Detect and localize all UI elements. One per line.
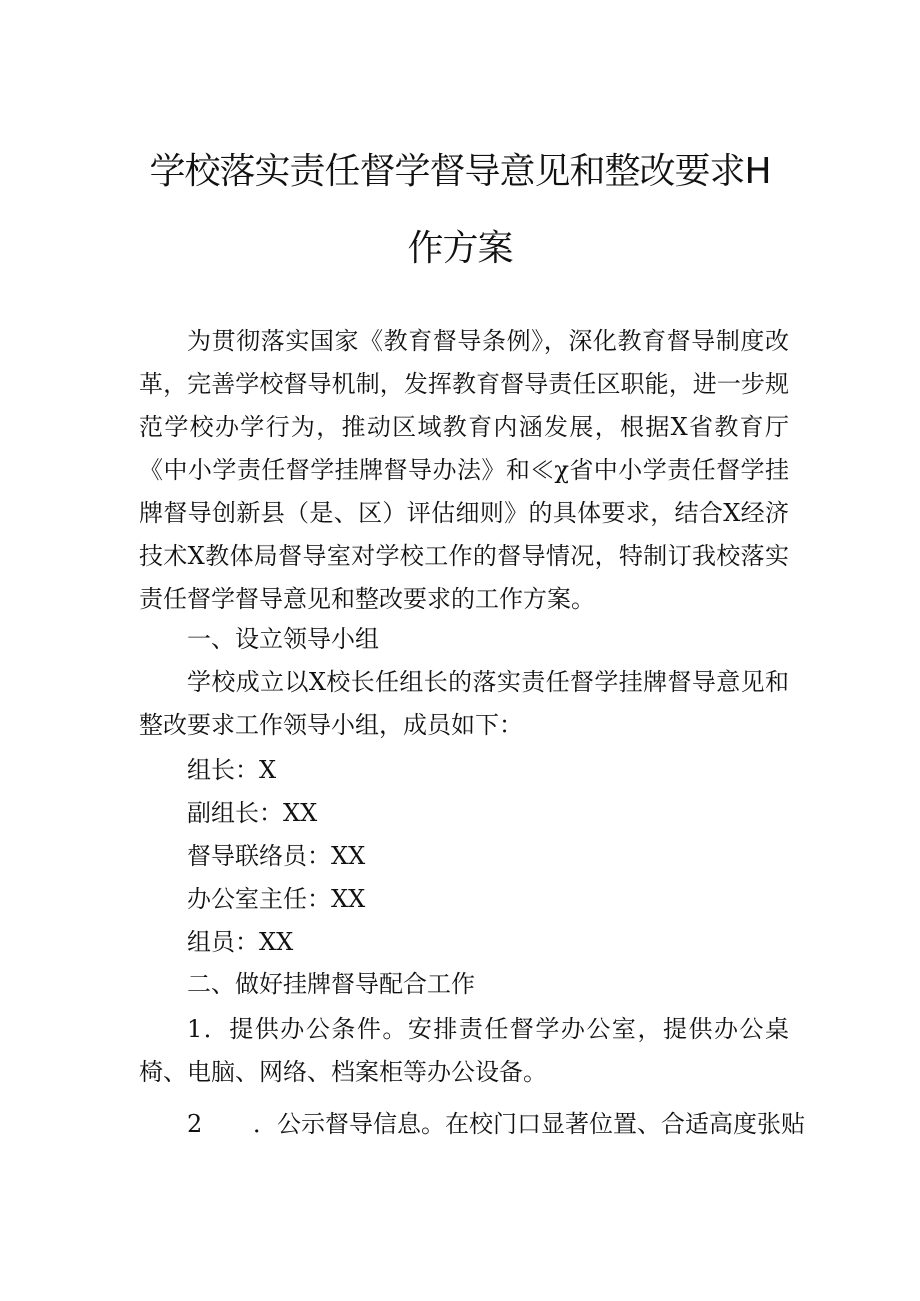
intro-block xyxy=(139,320,789,621)
section-1-paragraph: 学校成立以X校长任组长的落实责任督学挂牌督导意见和整改要求工作领导小组，成员如下： xyxy=(139,668,789,739)
member-staff: 组员：XX xyxy=(187,928,294,956)
section-2-heading: 二、做好挂牌督导配合工作 xyxy=(187,970,475,998)
item-1-block xyxy=(139,1008,789,1094)
member-leader: 组长：X xyxy=(187,756,277,784)
item-2-number: 2 xyxy=(187,1110,203,1138)
member-deputy-leader: 副组长：XX xyxy=(187,799,318,827)
section-1-heading: 一、设立领导小组 xyxy=(187,625,379,653)
document-title-line-2: 作方案 xyxy=(407,228,513,269)
member-office-director: 办公室主任：XX xyxy=(187,885,366,913)
document-title-line-1: 学校落实责任督学督导意见和整改要求H xyxy=(149,151,771,192)
intro-paragraph: 为贯彻落实国家《教育督导条例》，深化教育督导制度改革，完善学校督导机制，发挥教育督导责任区职能，进一步规范学校办学行为，推动区域教育内涵发展，根据X省教育厅《中小学责任督学挂牌督导办法》和≪χ省中小学责任督学挂牌督导创新县（是、区）评估细则》的具体要求，结合X经济技术X教体局督导室对学校工作的督导情况，特制订我校落实责任督学督导意见和整改要求的工作方案。 xyxy=(139,327,789,613)
member-liaison: 督导联络员：XX xyxy=(187,842,366,870)
item-2-text: ．公示督导信息。在校门口显著位置、合适高度张贴 xyxy=(253,1110,805,1138)
section-1-block xyxy=(139,661,789,747)
item-1-paragraph: 1．提供办公条件。安排责任督学办公室，提供办公桌椅、电脑、网络、档案柜等办公设备。 xyxy=(139,1015,789,1086)
